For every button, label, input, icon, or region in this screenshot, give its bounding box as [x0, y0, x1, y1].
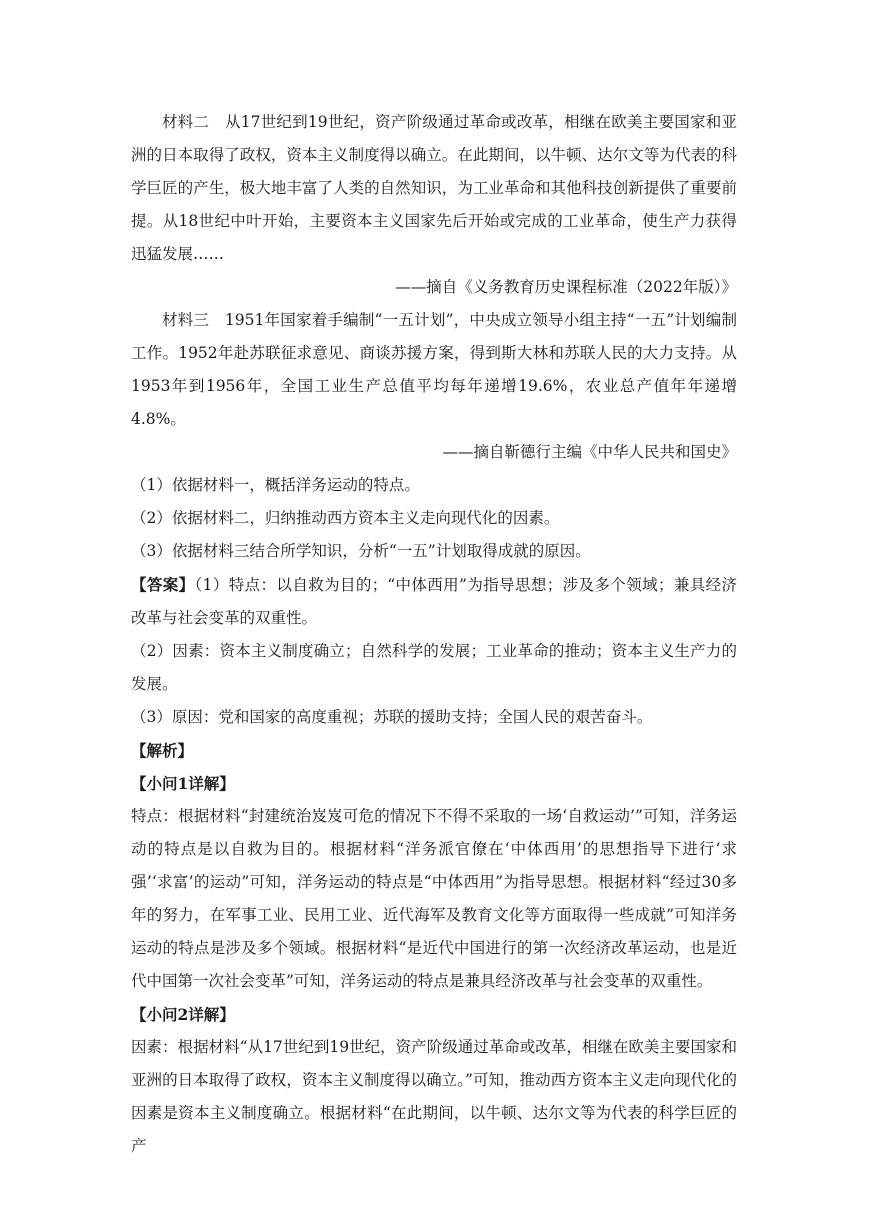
sub-question-2-analysis: 因素：根据材料“从17世纪到19世纪，资产阶级通过革命或改革，相继在欧美主要国家和亚洲的日本取得了政权，资本主义制度得以确立。”可知，推动西方资本主义走向现代化的因素是资本主义制度确立。根据材料“在此期间，以牛顿、达尔文等为代表的科学巨匠的产	[131, 1038, 737, 1155]
sub-question-2-label: 【小问2详解】	[131, 1005, 235, 1024]
material-two-paragraph: 材料二 从17世纪到19世纪，资产阶级通过革命或改革，相继在欧美主要国家和亚洲的日本取得了政权，资本主义制度得以确立。在此期间，以牛顿、达尔文等为代表的科学巨匠的产生，极大地丰富了人类的自然知识，为工业革命和其他科技创新提供了重要前提。从18世纪中叶开始，主要资本主义国家先后开始或完成的工业革命，使生产力获得迅猛发展……	[131, 113, 737, 263]
answer-2-paragraph: （2）因素：资本主义制度确立；自然科学的发展；工业革命的推动；资本主义生产力的发展。	[131, 642, 737, 693]
sub-question-1-analysis: 特点：根据材料“封建统治岌岌可危的情况下不得不采取的一场‘自救运动’”可知，洋务运动的特点是以自救为目的。根据材料“洋务派官僚在‘中体西用’的思想指导下进行‘求强’‘求富’的运动”可知，洋务运动的特点是“中体西用”为指导思想。根据材料“经过30多年的努力，在军事工业、民用工业、近代海军及教育文化等方面取得一些成就”可知洋务运动的特点是涉及多个领域。根据材料“是近代中国进行的第一次经济改革运动，也是近代中国第一次社会变革”可知，洋务运动的特点是兼具经济改革与社会变革的双重性。	[131, 807, 737, 990]
answer-3-paragraph: （3）原因：党和国家的高度重视；苏联的援助支持；全国人民的艰苦奋斗。	[131, 708, 653, 726]
question-1: （1）依据材料一，概括洋务运动的特点。	[131, 476, 420, 494]
analysis-label: 【解析】	[131, 741, 194, 760]
material-three-source: ——摘自靳德行主编《中华人民共和国史》	[442, 443, 737, 461]
answer-1-paragraph	[131, 568, 737, 635]
document-content	[131, 106, 737, 1163]
answer-label: 【答案】	[131, 575, 195, 594]
material-two-source: ——摘自《义务教育历史课程标准（2022年版）》	[395, 278, 737, 296]
question-3: （3）依据材料三结合所学知识，分析“一五”计划取得成就的原因。	[131, 542, 591, 560]
material-three-paragraph: 材料三 1951年国家着手编制“一五计划”，中央成立领导小组主持“一五”计划编制工作。1952年赴苏联征求意见、商谈苏援方案，得到斯大林和苏联人民的大力支持。从1953年到1956年，全国工业生产总值平均每年递增19.6%，农业总产值年年递增4.8%。	[131, 311, 737, 428]
answer-1-text: （1）特点：以自救为目的；“中体西用”为指导思想；涉及多个领域；兼具经济改革与社会变革的双重性。	[131, 576, 737, 627]
question-2: （2）依据材料二，归纳推动西方资本主义走向现代化的因素。	[131, 509, 560, 527]
sub-question-1-label: 【小问1详解】	[131, 774, 235, 793]
